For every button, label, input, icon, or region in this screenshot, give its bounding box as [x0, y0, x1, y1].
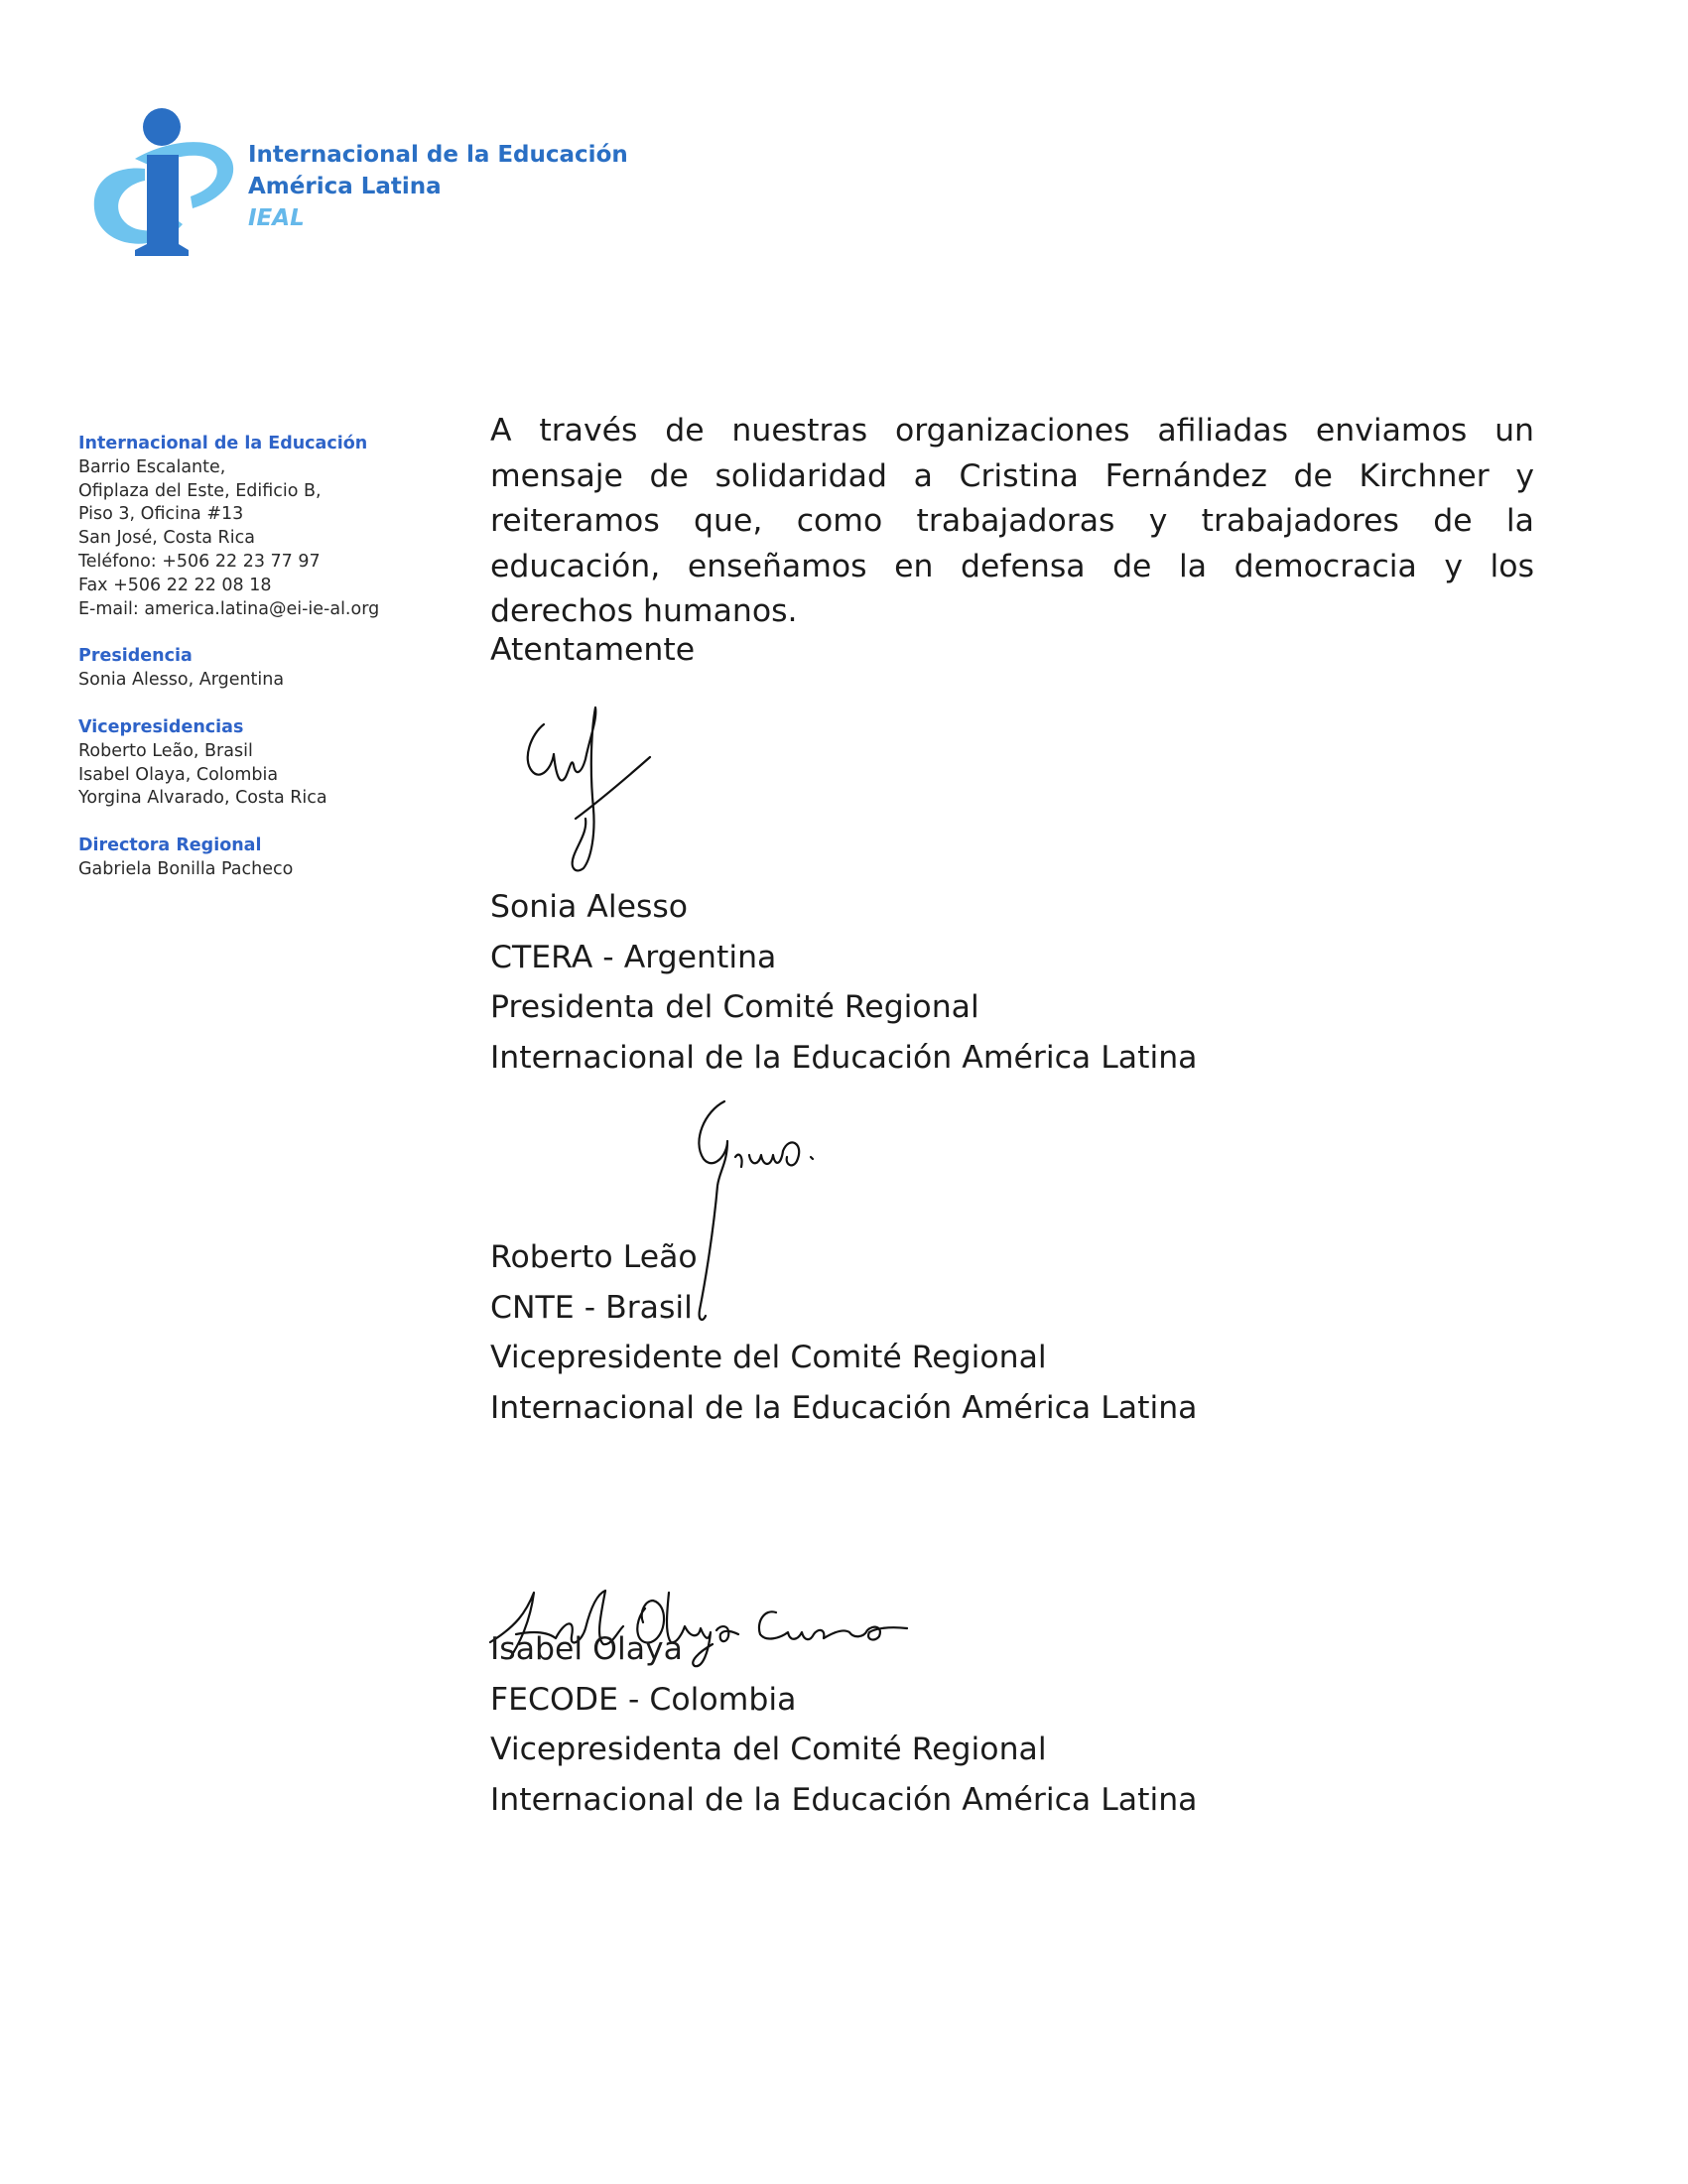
- letter-closing: Atentamente: [490, 632, 696, 668]
- letter-paragraph: A través de nuestras organizaciones afiliadas enviamos un mensaje de solidaridad a Cristina Fernández de Kirchner y reiteramos que, como trabajadoras y trabajadores de la educación, enseñamos en defensa de la democracia y los derechos humanos.: [490, 413, 1534, 629]
- office-address-block: [78, 433, 406, 621]
- signatory-block: [490, 882, 1197, 1083]
- signatory-block: [490, 1624, 1197, 1825]
- presidencia-heading: Presidencia: [78, 646, 193, 667]
- directora-heading: Directora Regional: [78, 835, 262, 856]
- vicepresidencias-line: Yorgina Alvarado, Costa Rica: [78, 788, 327, 809]
- signatory-block: [490, 1232, 1197, 1433]
- letterhead-line-2: América Latina: [248, 174, 442, 199]
- signatory-org: CNTE - Brasil: [490, 1289, 693, 1326]
- signatory-body: Internacional de la Educación América Latina: [490, 1039, 1198, 1076]
- vicepresidencias-line: Roberto Leão, Brasil: [78, 740, 253, 761]
- vicepresidencias-line: Isabel Olaya, Colombia: [78, 764, 279, 785]
- signatory-role: Vicepresidente del Comité Regional: [490, 1340, 1047, 1375]
- presidencia-line: Sonia Alesso, Argentina: [78, 670, 285, 691]
- directora-line: Gabriela Bonilla Pacheco: [78, 858, 294, 879]
- presidencia-block: [78, 645, 406, 693]
- office-email: E-mail: america.latina@ei-ie-al.org: [78, 598, 380, 619]
- signatory-role: Presidenta del Comité Regional: [490, 989, 979, 1025]
- office-heading: Internacional de la Educación: [78, 434, 368, 453]
- signatory-body: Internacional de la Educación América Latina: [490, 1389, 1198, 1426]
- ei-logo-icon: [83, 107, 237, 256]
- letterhead-title: [248, 139, 628, 234]
- signature-sonia-alesso: [516, 700, 665, 878]
- vicepresidencias-heading: Vicepresidencias: [78, 716, 244, 737]
- signatory-org: FECODE - Colombia: [490, 1681, 797, 1718]
- signatory-name: Roberto Leão: [490, 1239, 698, 1275]
- signatory-role: Vicepresidenta del Comité Regional: [490, 1732, 1047, 1767]
- letterhead-line-3: IEAL: [248, 205, 305, 231]
- office-phone: Teléfono: +506 22 23 77 97: [78, 551, 321, 572]
- directora-block: [78, 835, 406, 882]
- letterhead-line-1: Internacional de la Educación: [248, 142, 628, 168]
- office-line: San José, Costa Rica: [78, 528, 255, 549]
- office-line: Piso 3, Oficina #13: [78, 504, 244, 525]
- vicepresidencias-block: [78, 716, 406, 811]
- signatory-name: Sonia Alesso: [490, 889, 689, 925]
- signatory-org: CTERA - Argentina: [490, 939, 777, 975]
- office-line: Barrio Escalante,: [78, 456, 226, 477]
- signatory-name: Isabel Olaya: [490, 1631, 683, 1667]
- letter-body: [490, 409, 1534, 635]
- office-fax: Fax +506 22 22 08 18: [78, 575, 272, 595]
- signatory-body: Internacional de la Educación América Latina: [490, 1781, 1198, 1818]
- office-line: Ofiplaza del Este, Edificio B,: [78, 480, 322, 501]
- letterhead-sidebar: [78, 433, 406, 906]
